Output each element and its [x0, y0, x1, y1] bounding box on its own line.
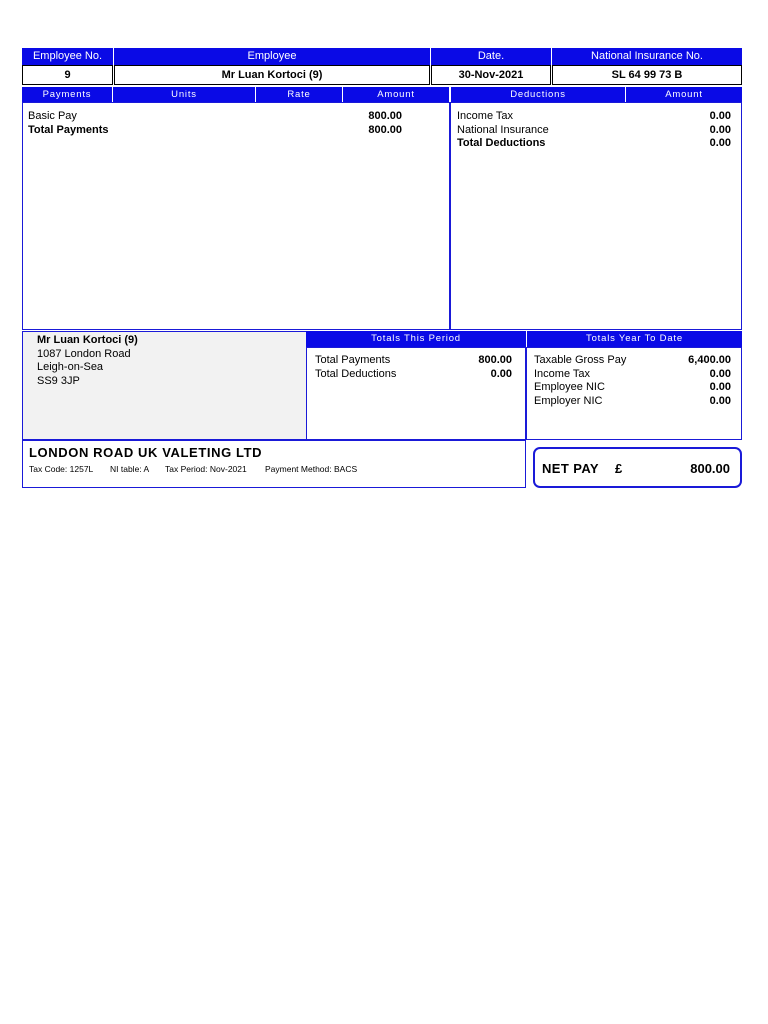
deduction-item-label: Income Tax — [457, 110, 514, 122]
totals-period-item-label: Total Deductions — [315, 367, 397, 380]
payments-panel — [22, 102, 450, 330]
deductions-column-header: Deductions — [451, 87, 625, 102]
payment-item-amount: 800.00 — [368, 110, 402, 122]
ni-number-header: National Insurance No. — [552, 48, 742, 65]
payments-amount-column-header: Amount — [343, 87, 449, 102]
deductions-panel — [450, 102, 742, 330]
employee-no-value: 9 — [22, 65, 113, 85]
totals-ytd-header: Totals Year To Date — [527, 331, 742, 347]
totals-ytd-item-amount: 0.00 — [709, 395, 731, 407]
totals-ytd-panel — [526, 347, 742, 440]
company-name: LONDON ROAD UK VALETING LTD — [29, 445, 263, 460]
total-payments-label: Total Payments — [28, 123, 109, 136]
address-line: 1087 London Road — [37, 347, 131, 360]
rate-column-header: Rate — [256, 87, 342, 102]
totals-ytd-item-label: Employee NIC — [534, 381, 605, 393]
totals-ytd-item-label: Taxable Gross Pay — [534, 354, 627, 366]
company-block — [22, 440, 526, 488]
payment-item-label: Basic Pay — [28, 110, 77, 122]
employee-value: Mr Luan Kortoci (9) — [114, 65, 430, 85]
tax-period: Tax Period: Nov-2021 — [165, 464, 247, 474]
totals-ytd-item-label: Income Tax — [534, 367, 591, 380]
totals-period-item-label: Total Payments — [315, 354, 391, 366]
totals-period-panel — [306, 347, 526, 440]
ni-number-value: SL 64 99 73 B — [552, 65, 742, 85]
employee-no-header: Employee No. — [22, 48, 113, 65]
net-pay-box — [533, 447, 742, 488]
deduction-item-label: National Insurance — [457, 123, 549, 136]
deduction-item-amount: 0.00 — [709, 123, 731, 136]
date-header: Date. — [431, 48, 551, 65]
totals-ytd-item-amount: 0.00 — [709, 367, 731, 380]
tax-code: Tax Code: 1257L — [29, 464, 94, 474]
total-deductions-amount: 0.00 — [709, 137, 731, 149]
totals-period-header: Totals This Period — [306, 331, 526, 347]
net-pay-amount: 800.00 — [690, 461, 730, 476]
address-line: Leigh-on-Sea — [37, 361, 104, 373]
totals-period-item-amount: 800.00 — [478, 354, 512, 366]
total-deductions-label: Total Deductions — [457, 137, 546, 149]
payment-method: Payment Method: BACS — [265, 464, 358, 474]
totals-period-item-amount: 0.00 — [490, 367, 512, 380]
totals-ytd-item-amount: 0.00 — [709, 381, 731, 393]
totals-ytd-item-amount: 6,400.00 — [688, 354, 731, 366]
employee-address-block — [22, 331, 307, 440]
deduction-item-amount: 0.00 — [709, 110, 731, 122]
net-pay-label: NET PAY — [542, 461, 599, 476]
currency-symbol: £ — [615, 461, 623, 476]
totals-ytd-item-label: Employer NIC — [534, 395, 603, 407]
units-column-header: Units — [113, 87, 255, 102]
ni-table: NI table: A — [110, 464, 150, 474]
employee-header: Employee — [114, 48, 430, 65]
address-name: Mr Luan Kortoci (9) — [37, 334, 138, 346]
total-payments-amount: 800.00 — [368, 123, 402, 136]
payments-column-header: Payments — [22, 87, 112, 102]
deductions-amount-column-header: Amount — [626, 87, 742, 102]
date-value: 30-Nov-2021 — [431, 65, 551, 85]
address-line: SS9 3JP — [37, 374, 80, 387]
